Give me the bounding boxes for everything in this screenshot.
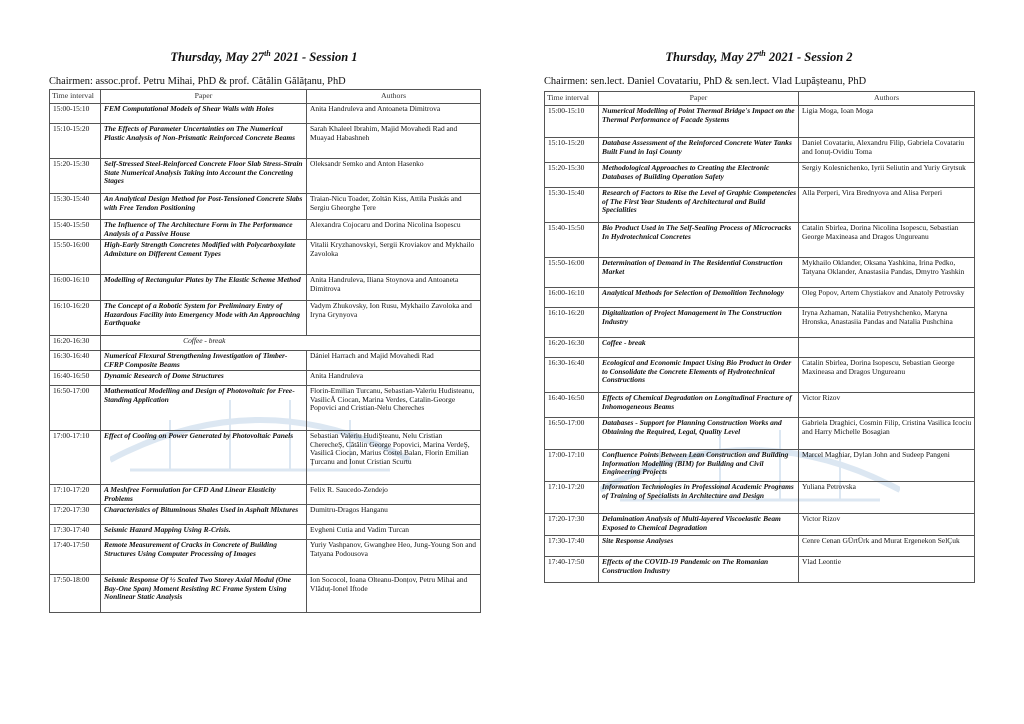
authors-cell: Felix R. Saucedo-Zendejo <box>307 485 481 505</box>
table-row <box>50 540 481 575</box>
authors-cell: Florin-Emilian Turcanu, Sebastian-Valeriu Hudisteanu, VasilicĂ Ciocan, Marina Verdes, Catalin-George Popovici and Cristian-Nelu Chereches <box>307 386 481 431</box>
col-header-paper: Paper <box>599 92 799 106</box>
time-interval-cell: 15:00-15:10 <box>545 106 599 138</box>
paper-title-cell: Mathematical Modelling and Design of Photovoltaic for Free-Standing Application <box>101 386 307 431</box>
authors-cell: Yuriy Vashpanov, Gwanghee Heo, Jung-Young Son and Tatyana Podousova <box>307 540 481 575</box>
table-row <box>545 393 975 418</box>
paper-title-cell: FEM Computational Models of Shear Walls with Holes <box>101 104 307 124</box>
time-interval-cell: 17:20-17:30 <box>545 514 599 536</box>
authors-cell: Catalin Sbirlea, Dorina Nicolina Isopescu, Sebastian George Maxineasa and Dragos Ungureanu <box>799 223 975 258</box>
time-interval-cell: 16:30-16:40 <box>545 358 599 393</box>
time-interval-cell: 15:20-15:30 <box>50 159 101 194</box>
time-interval-cell: 15:40-15:50 <box>545 223 599 258</box>
authors-cell: Dumitru-Dragos Hanganu <box>307 505 481 525</box>
table-row <box>50 104 481 124</box>
table-row <box>545 557 975 583</box>
col-header-time: Time interval <box>50 90 101 104</box>
time-interval-cell: 15:30-15:40 <box>50 194 101 220</box>
session1-chairmen: Chairmen: assoc.prof. Petru Mihai, PhD & prof. Cătălin Gălățanu, PhD <box>49 76 346 87</box>
time-interval-cell: 16:10-16:20 <box>545 308 599 338</box>
authors-cell: Vlad Leontie <box>799 557 975 583</box>
coffee-break-cell: Coffee - break <box>101 336 307 351</box>
authors-cell: Vitalii Kryzhanovskyi, Sergii Kroviakov and Mykhailo Zavoloka <box>307 240 481 275</box>
paper-title-cell: Ecological and Economic Impact Using Bio Product in Order to Consolidate the Concrete Elements of Hydrotechnical Constructions <box>599 358 799 393</box>
authors-cell: Yuliana Petrovska <box>799 482 975 514</box>
authors-cell: Oleg Popov, Artem Chystiakov and Anatoly Petrovsky <box>799 288 975 308</box>
table-row <box>50 351 481 371</box>
authors-cell: Sarah Khaleel Ibrahim, Majid Movahedi Rad and Muayad Habashneh <box>307 124 481 159</box>
paper-title-cell: Bio Product Used in The Self-Sealing Process of Microcracks In Hydrotechnical Concretes <box>599 223 799 258</box>
paper-title-cell: The Influence of The Architecture Form in The Performance Analysis of a Passive House <box>101 220 307 240</box>
table-row <box>50 159 481 194</box>
col-header-time: Time interval <box>545 92 599 106</box>
authors-cell: Gabriela Draghici, Cosmin Filip, Cristina Vasilica Icociu and Harry Michelle Bosagian <box>799 418 975 450</box>
col-header-paper: Paper <box>101 90 307 104</box>
table-row <box>545 358 975 393</box>
paper-title-cell: Delamination Analysis of Multi-layered Viscoelastic Beam Exposed to Chemical Degradation <box>599 514 799 536</box>
time-interval-cell: 17:00-17:10 <box>50 431 101 485</box>
time-interval-cell: 16:10-16:20 <box>50 301 101 336</box>
paper-title-cell: Effects of the COVID-19 Pandemic on The Romanian Construction Industry <box>599 557 799 583</box>
table-row <box>50 485 481 505</box>
paper-title-cell: An Analytical Design Method for Post-Tensioned Concrete Slabs with Free Tendon Positioning <box>101 194 307 220</box>
table-row <box>545 288 975 308</box>
empty-authors-cell <box>799 338 975 358</box>
table-row <box>50 240 481 275</box>
paper-title-cell: Self-Stressed Steel-Reinforced Concrete Floor Slab Stress-Strain State Numerical Analysis Taking into Account the Concreting Stages <box>101 159 307 194</box>
time-interval-cell: 16:20-16:30 <box>545 338 599 358</box>
paper-title-cell: Effect of Cooling on Power Generated by Photovoltaic Panels <box>101 431 307 485</box>
authors-cell: Anita Handruleva, Iliana Stoynova and Antoaneta Dimitrova <box>307 275 481 301</box>
paper-title-cell: Numerical Modelling of Point Thermal Bridge's Impact on the Thermal Performance of Facade Systems <box>599 106 799 138</box>
table-row <box>545 450 975 482</box>
authors-cell: Ligia Moga, Ioan Moga <box>799 106 975 138</box>
table-row <box>545 338 975 358</box>
time-interval-cell: 15:10-15:20 <box>545 138 599 163</box>
authors-cell: Alla Perperi, Vira Brednyova and Alisa Perperi <box>799 188 975 223</box>
table-row <box>545 163 975 188</box>
table-header-row <box>50 90 481 104</box>
time-interval-cell: 16:20-16:30 <box>50 336 101 351</box>
authors-cell: Oleksandr Semko and Anton Hasenko <box>307 159 481 194</box>
session1-day-suffix: th <box>264 49 271 58</box>
time-interval-cell: 17:30-17:40 <box>50 525 101 540</box>
paper-title-cell: Analytical Methods for Selection of Demolition Technology <box>599 288 799 308</box>
paper-title-cell: Dynamic Research of Dome Structures <box>101 371 307 386</box>
time-interval-cell: 15:50-16:00 <box>50 240 101 275</box>
paper-title-cell: High-Early Strength Concretes Modified with Polycarboxylate Admixture on Different Cement Types <box>101 240 307 275</box>
authors-cell: Iryna Azhaman, Nataliia Petryshchenko, Maryna Hronska, Anastasiia Pandas and Natalia Pushchina <box>799 308 975 338</box>
paper-title-cell: Site Response Analyses <box>599 536 799 557</box>
empty-authors-cell <box>307 336 481 351</box>
table-row <box>50 386 481 431</box>
table-row <box>545 188 975 223</box>
time-interval-cell: 15:30-15:40 <box>545 188 599 223</box>
time-interval-cell: 17:30-17:40 <box>545 536 599 557</box>
time-interval-cell: 17:00-17:10 <box>545 450 599 482</box>
paper-title-cell: Effects of Chemical Degradation on Longitudinal Fracture of Inhomogeneous Beams <box>599 393 799 418</box>
col-header-authors: Authors <box>799 92 975 106</box>
session2-table <box>544 91 975 583</box>
table-row <box>545 514 975 536</box>
time-interval-cell: 15:10-15:20 <box>50 124 101 159</box>
authors-cell: Victor Rizov <box>799 393 975 418</box>
table-row <box>50 301 481 336</box>
time-interval-cell: 16:30-16:40 <box>50 351 101 371</box>
paper-title-cell: The Effects of Parameter Uncertainties on The Numerical Plastic Analysis of Non-Prismatic Reinforced Concrete Beams <box>101 124 307 159</box>
time-interval-cell: 16:50-17:00 <box>50 386 101 431</box>
authors-cell: Victor Rizov <box>799 514 975 536</box>
paper-title-cell: Digitalization of Project Management in The Construction Industry <box>599 308 799 338</box>
time-interval-cell: 15:00-15:10 <box>50 104 101 124</box>
coffee-break-cell: Coffee - break <box>599 338 799 358</box>
table-row <box>50 431 481 485</box>
session2-year-session: 2021 - Session 2 <box>765 50 853 65</box>
authors-cell: Vadym Zhukovsky, Ion Rusu, Mykhailo Zavoloka and Iryna Grynyova <box>307 301 481 336</box>
paper-title-cell: Seismic Response Of ½ Scaled Two Storey Axial Modul (One Bay-One Span) Moment Resisting RC Frame System Using Nonlinear Static Analysis <box>101 575 307 613</box>
authors-cell: Sergiy Kolesnichenko, Iyrii Seliutin and Yuriy Grytsuk <box>799 163 975 188</box>
table-row <box>50 505 481 525</box>
table-row <box>545 536 975 557</box>
paper-title-cell: Characteristics of Bituminous Shales Used in Asphalt Mixtures <box>101 505 307 525</box>
table-row <box>545 482 975 514</box>
table-row <box>545 223 975 258</box>
time-interval-cell: 17:50-18:00 <box>50 575 101 613</box>
table-header-row <box>545 92 975 106</box>
col-header-authors: Authors <box>307 90 481 104</box>
session1-table <box>49 89 481 613</box>
authors-cell: Sebastian Valeriu HudiŞteanu, Nelu Cristian CherecheŞ, Cătălin George Popovici, Marina VerdeŞ, Vasilică Ciocan, Marius Costel Balan, Florin Emilian Ţurcanu and Ionut Cristian Scurtu <box>307 431 481 485</box>
session2-title <box>544 49 974 65</box>
paper-title-cell: Information Technologies in Professional Academic Programs of Training of Specialists in Architecture and Design <box>599 482 799 514</box>
authors-cell: Mykhailo Oklander, Oksana Yashkina, Irina Pedko, Tatyana Oklander, Anastasiia Pandas, Dmytro Yashkin <box>799 258 975 288</box>
authors-cell: Cenre Cenan GÜrtÜrk and Murat Ergenekon SelÇuk <box>799 536 975 557</box>
table-row <box>50 194 481 220</box>
table-row <box>50 336 481 351</box>
time-interval-cell: 15:50-16:00 <box>545 258 599 288</box>
table-row <box>50 575 481 613</box>
time-interval-cell: 16:50-17:00 <box>545 418 599 450</box>
table-row <box>545 418 975 450</box>
paper-title-cell: Methodological Approaches to Creating the Electronic Databases of Building Operation Safety <box>599 163 799 188</box>
paper-title-cell: Determination of Demand in The Residential Construction Market <box>599 258 799 288</box>
session2-day: Thursday, May 27 <box>665 50 760 65</box>
table-row <box>545 258 975 288</box>
time-interval-cell: 17:10-17:20 <box>545 482 599 514</box>
paper-title-cell: Modelling of Rectangular Plates by The Elastic Scheme Method <box>101 275 307 301</box>
session2-chairmen: Chairmen: sen.lect. Daniel Covatariu, PhD & sen.lect. Vlad Lupășteanu, PhD <box>544 76 867 87</box>
authors-cell: Daniel Covatariu, Alexandru Filip, Gabriela Covatariu and Ionuț-Ovidiu Toma <box>799 138 975 163</box>
time-interval-cell: 15:20-15:30 <box>545 163 599 188</box>
paper-title-cell: Databases - Support for Planning Construction Works and Obtaining the Required, Legal, Quality Level <box>599 418 799 450</box>
time-interval-cell: 17:10-17:20 <box>50 485 101 505</box>
time-interval-cell: 17:40-17:50 <box>545 557 599 583</box>
authors-cell: Catalin Sbirlea, Dorina Isopescu, Sebastian George Maxineasa and Dragos Ungureanu <box>799 358 975 393</box>
table-row <box>50 275 481 301</box>
time-interval-cell: 16:40-16:50 <box>50 371 101 386</box>
time-interval-cell: 16:40-16:50 <box>545 393 599 418</box>
time-interval-cell: 17:40-17:50 <box>50 540 101 575</box>
session1-year-session: 2021 - Session 1 <box>270 50 358 65</box>
paper-title-cell: Database Assessment of the Reinforced Concrete Water Tanks Built Fund in Iași County <box>599 138 799 163</box>
table-row <box>50 124 481 159</box>
time-interval-cell: 17:20-17:30 <box>50 505 101 525</box>
paper-title-cell: The Concept of a Robotic System for Preliminary Entry of Hazardous Facility into Emergency Mode with An Approaching Earthquake <box>101 301 307 336</box>
paper-title-cell: Research of Factors to Rise the Level of Graphic Competencies of The First Year Students of Architectural and Build Specialities <box>599 188 799 223</box>
time-interval-cell: 15:40-15:50 <box>50 220 101 240</box>
time-interval-cell: 16:00-16:10 <box>545 288 599 308</box>
paper-title-cell: Seismic Hazard Mapping Using R-Crisis. <box>101 525 307 540</box>
table-row <box>545 308 975 338</box>
authors-cell: Alexandra Cojocaru and Dorina Nicolina Isopescu <box>307 220 481 240</box>
table-row <box>545 138 975 163</box>
table-row <box>50 220 481 240</box>
paper-title-cell: A Meshfree Formulation for CFD And Linear Elasticity Problems <box>101 485 307 505</box>
authors-cell: Anita Handruleva <box>307 371 481 386</box>
paper-title-cell: Confluence Points Between Lean Construction and Building Information Modelling (BIM) for Building and Civil Engineering Projects <box>599 450 799 482</box>
table-row <box>50 371 481 386</box>
authors-cell: Marcel Maghiar, Dylan John and Sudeep Pangeni <box>799 450 975 482</box>
paper-title-cell: Remote Measurement of Cracks in Concrete of Building Structures Using Computer Processing of Images <box>101 540 307 575</box>
session1-title <box>49 49 479 65</box>
authors-cell: Ion Sococol, Ioana Olteanu-Donțov, Petru Mihai and Vlăduț-Ionel Iftode <box>307 575 481 613</box>
authors-cell: Traian-Nicu Toader, Zoltán Kiss, Attila Puskás and Sergiu Gheorghe Țere <box>307 194 481 220</box>
paper-title-cell: Numerical Flexural Strengthening Investigation of Timber-CFRP Composite Beams <box>101 351 307 371</box>
session1-day: Thursday, May 27 <box>170 50 265 65</box>
session2-day-suffix: th <box>759 49 766 58</box>
time-interval-cell: 16:00-16:10 <box>50 275 101 301</box>
authors-cell: Evgheni Cutia and Vadim Turcan <box>307 525 481 540</box>
authors-cell: Dániel Harrach and Majid Movahedi Rad <box>307 351 481 371</box>
authors-cell: Anita Handruleva and Antoaneta Dimitrova <box>307 104 481 124</box>
table-row <box>50 525 481 540</box>
table-row <box>545 106 975 138</box>
